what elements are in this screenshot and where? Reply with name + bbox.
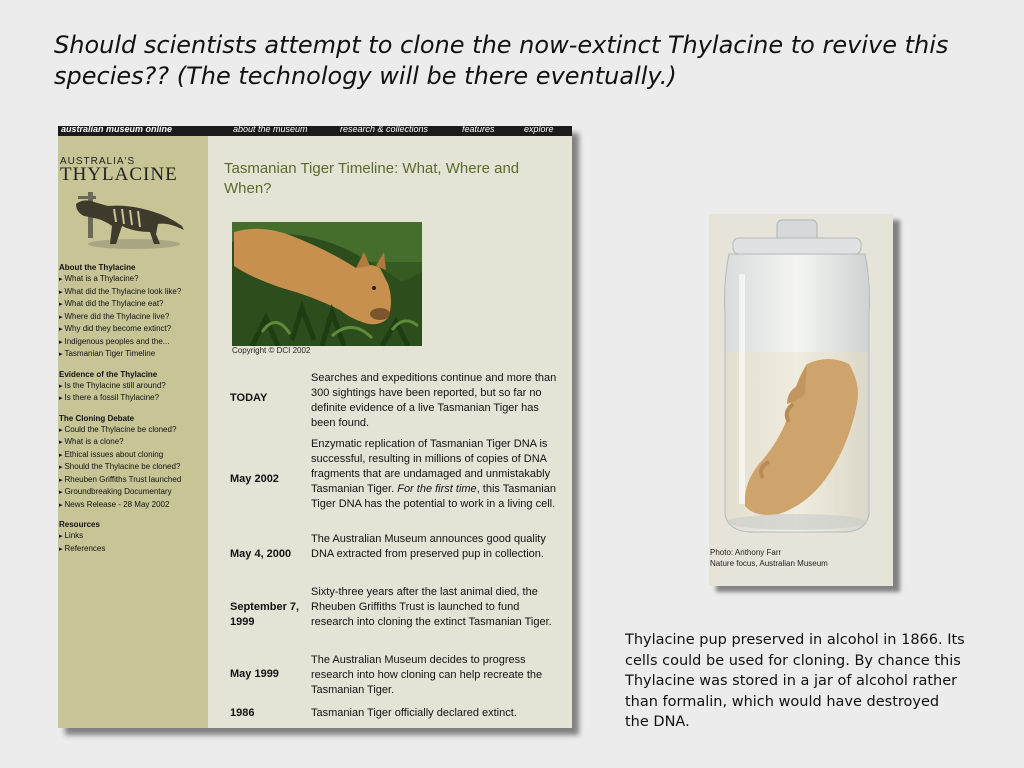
nav-link[interactable]: ▸ Is the Thylacine still around? xyxy=(59,380,207,393)
tiger-photo xyxy=(232,222,422,346)
nav-features: features xyxy=(462,126,495,134)
nav-link[interactable]: ▸ Rheuben Griffiths Trust launched xyxy=(59,474,207,487)
timeline-date: May 2002 xyxy=(230,473,279,485)
nav-link[interactable]: ▸ Ethical issues about cloning xyxy=(59,449,207,462)
timeline-date: September 7, 1999 xyxy=(230,601,300,628)
nav-link[interactable]: ▸ References xyxy=(59,543,207,556)
nav-link[interactable]: ▸ Tasmanian Tiger Timeline xyxy=(59,348,207,361)
nav-section-about xyxy=(59,262,207,361)
credit-line: Nature focus, Australian Museum xyxy=(710,559,828,568)
nav-link[interactable]: ▸ Indigenous peoples and the... xyxy=(59,336,207,349)
nav-link[interactable]: ▸ What did the Thylacine look like? xyxy=(59,286,207,299)
nav-section-resources xyxy=(59,519,207,555)
nav-link[interactable]: ▸ Groundbreaking Documentary xyxy=(59,486,207,499)
sidebar xyxy=(58,136,208,728)
nav-explore: explore xyxy=(524,126,554,134)
nav-link[interactable]: ▸ Should the Thylacine be cloned? xyxy=(59,461,207,474)
nav-heading: About the Thylacine xyxy=(59,263,136,272)
jar-caption: Thylacine pup preserved in alcohol in 1866. Its cells could be used for cloning. By chance this Thylacine was stored in a jar of alcohol rather than formalin, which would have destroyed the DNA. xyxy=(625,632,965,730)
timeline-text: Sixty-three years after the last animal died, the Rheuben Griffiths Trust is launched to fund research into cloning the extinct Tasmanian Tiger. xyxy=(311,586,552,628)
timeline-date: May 4, 2000 xyxy=(230,548,292,560)
logo-subtitle: AUSTRALIA'S xyxy=(60,156,136,167)
timeline-text-part: , this Tasmanian Tiger DNA has the potential to work in a living cell. xyxy=(311,483,556,510)
timeline-text: The Australian Museum decides to progress research into how cloning can help recreate the Tasmanian Tiger. xyxy=(311,654,543,696)
timeline-date: 1986 xyxy=(230,707,255,719)
logo-title: THYLACINE xyxy=(60,164,178,185)
timeline-date: May 1999 xyxy=(230,668,279,680)
nav-heading: The Cloning Debate xyxy=(59,413,135,423)
nav-australian-museum-online: australian museum online xyxy=(61,126,173,134)
nav-about-the-museum: about the museum xyxy=(233,126,308,134)
nav-section-evidence xyxy=(59,369,207,405)
nav-link[interactable]: ▸ What is a clone? xyxy=(59,436,207,449)
timeline-text-part: Enzymatic replication of Tasmanian Tiger DNA is successful, resulting in millions of copies of DNA fragments that are undamaged and unmistakably Tasmanian Tiger. xyxy=(311,438,551,495)
nav-link[interactable]: ▸ Why did they become extinct? xyxy=(59,323,207,336)
timeline-text: Tasmanian Tiger officially declared extinct. xyxy=(311,707,517,719)
preserved-pup-jar-icon xyxy=(709,214,893,544)
website-screenshot xyxy=(58,126,572,728)
jar-photo-credit xyxy=(710,547,828,569)
museum-top-nav xyxy=(58,126,572,136)
timeline-text: The Australian Museum announces good quality DNA extracted from preserved pup in collection. xyxy=(311,533,546,560)
nav-link[interactable]: ▸ What is a Thylacine? xyxy=(59,273,207,286)
timeline-text: Searches and expeditions continue and more than 300 sightings have been reported, but so far no definite evidence of a live Tasmanian Tiger has been found. xyxy=(311,372,557,429)
jar-photo xyxy=(709,214,893,586)
nav-link[interactable]: ▸ Links xyxy=(59,530,207,543)
page-title: Tasmanian Tiger Timeline: What, Where and When? xyxy=(224,160,520,197)
timeline-date: TODAY xyxy=(230,392,268,404)
nav-link[interactable]: ▸ News Release - 28 May 2002 xyxy=(59,499,207,512)
sidebar-nav xyxy=(59,262,207,563)
nav-link[interactable]: ▸ What did the Thylacine eat? xyxy=(59,298,207,311)
nav-research-collections: research & collections xyxy=(340,126,429,134)
timeline-text xyxy=(311,437,563,512)
credit-line: Photo: Anthony Farr xyxy=(710,548,782,557)
nav-link[interactable]: ▸ Is there a fossil Thylacine? xyxy=(59,392,207,405)
thylacine-logo-icon xyxy=(64,182,196,250)
nav-heading: Evidence of the Thylacine xyxy=(59,369,158,379)
nav-link[interactable]: ▸ Where did the Thylacine live? xyxy=(59,311,207,324)
photo-copyright: Copyright © DCI 2002 xyxy=(232,346,311,355)
slide-title: Should scientists attempt to clone the now-extinct Thylacine to revive this species?? (The technology will be there eventually.) xyxy=(54,31,949,90)
timeline-text-italic: For the first time xyxy=(397,483,477,495)
nav-section-cloning xyxy=(59,413,207,512)
nav-heading: Resources xyxy=(59,520,100,529)
nav-link[interactable]: ▸ Could the Thylacine be cloned? xyxy=(59,424,207,437)
